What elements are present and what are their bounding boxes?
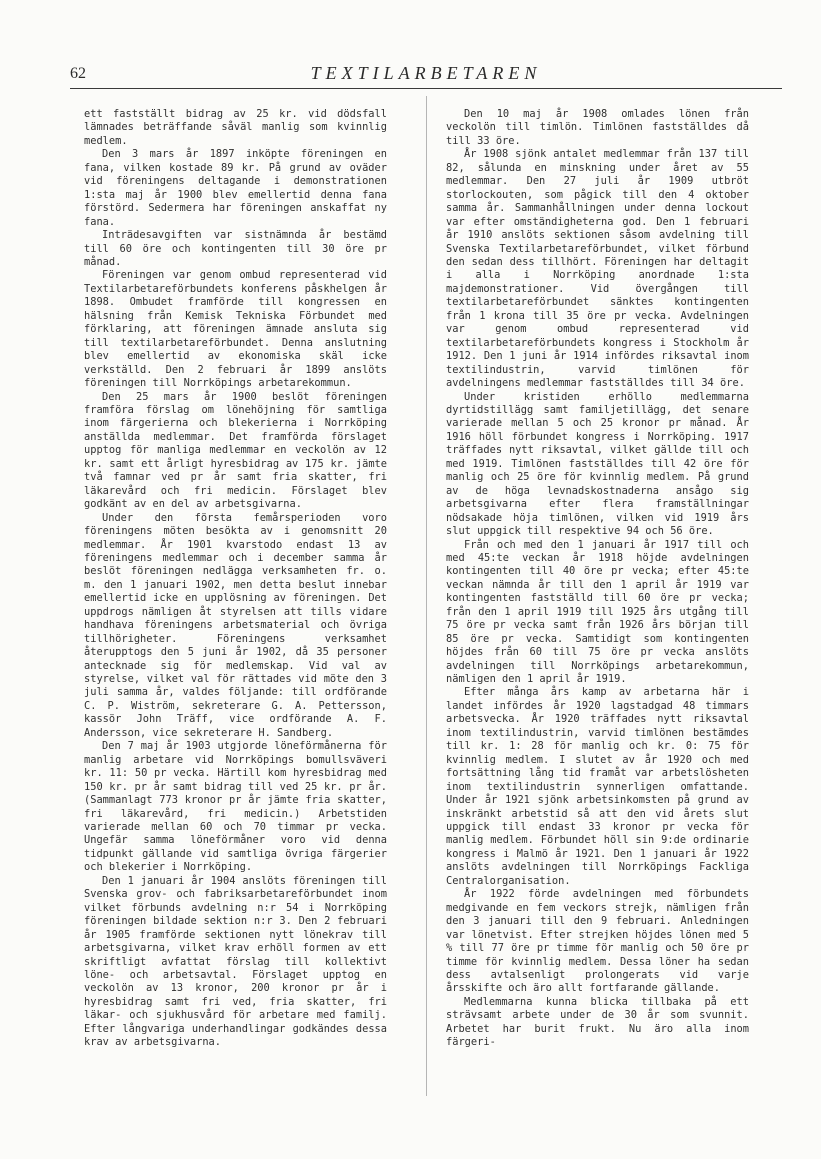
paragraph: Under kristiden erhöllo medlemmarna dyrtidstillägg samt familjetillägg, det senare varierade mellan 5 och 25 kronor pr månad. År 1916 höll förbundet kongress i Norrköping. 1917 träffades nytt riksavtal, vilket gällde till och med 1919. Timlönen fastställdes till 42 öre för manlig och 25 öre för kvinnlig medlem. På grund av de höga levnadskostnaderna ansågo sig arbetsgivarna efter flera framställningar nödsakade höja timlönen, vilken vid 1919 års slut uppgick till respektive 94 och 56 öre. [446,390,749,538]
paragraph: Medlemmarna kunna blicka tillbaka på ett strävsamt arbete under de 30 år som svunnit. Arbetet har burit frukt. Nu äro alla inom färgeri- [446,995,749,1049]
paragraph: År 1908 sjönk antalet medlemmar från 137 till 82, sålunda en minskning under året av 55 medlemmar. Den 27 juli år 1909 utbröt storlockouten, som pågick till den 4 oktober samma år. Sammanhållningen under denna lockout var efter omständigheterna god. Den 1 februari år 1910 anslöts sektionen såsom avdelning till Svenska Textilarbetareförbundet, vilket förbund den sedan dess tillhört. Föreningen har deltagit i alla i Norrköping anordnade 1:sta majdemonstrationer. Vid övergången till textilarbetareförbundet sänktes kontingenten från 1 krona till 35 öre pr vecka. Avdelningen var genom ombud representerad vid textilarbetareförbundets kongress i Stockholm år 1912. Den 1 juni år 1914 infördes riksavtal inom textilindustrin, varvid timlönen för avdelningens medlemmar fastställdes till 34 öre. [446,148,749,390]
column-divider [426,96,427,1096]
paragraph: Den 10 maj år 1908 omlades lönen från veckolön till timlön. Timlönen fastställdes då till 33 öre. [446,108,749,147]
paragraph: Under den första femårsperioden voro föreningens möten besökta av i genomsnitt 20 medlemmar. År 1901 kvarstodo endast 13 av föreningens medlemmar och i december samma år beslöt föreningen nedlägga verksamheten fr. o. m. den 1 januari 1902, men detta beslut innebar emellertid icke en upplösning av föreningen. Det uppdrogs nämligen åt styrelsen att tills vidare handhava föreningens arbetsmaterial och övriga tillhörigheter. Föreningens verksamhet återupptogs den 5 juni år 1902, då 35 personer antecknade sig för medlemskap. Vid val av styrelse, vilket val för rättades vid möte den 3 juli samma år, valdes följande: till ordförande C. P. Wiström, sekreterare G. A. Pettersson, kassör John Träff, vice ordförande A. F. Andersson, vice sekreterare H. Sandberg. [84,511,387,739]
page-number: 62 [70,65,86,82]
header-rule [70,88,782,89]
journal-title: TEXTILARBETAREN [310,63,542,83]
paragraph: Från och med den 1 januari år 1917 till och med 45:te veckan år 1918 höjde avdelningen kontingenten till 40 öre pr vecka; efter 45:te veckan nämnda år till den 1 april år 1919 var kontingenten fastställd till 60 öre pr vecka; från den 1 april 1919 till 1925 års utgång till 75 öre pr vecka samt från 1926 års början till 85 öre pr vecka. Samtidigt som kontingenten höjdes från 60 till 75 öre pr vecka anslöts avdelningen till Norrköpings arbetarekommun, nämligen den 1 april år 1919. [446,538,749,686]
paragraph: Inträdesavgiften var sistnämnda år bestämd till 60 öre och kontingenten till 30 öre pr månad. [84,229,387,268]
paragraph: Den 25 mars år 1900 beslöt föreningen framföra förslag om lönehöjning för samtliga inom färgerierna och blekerierna i Norrköping anställda medlemmar. Det framförda förslaget upptog för manliga medlemmar en veckolön av 12 kr. samt ett årligt hyresbidrag av 175 kr. jämte två famnar ved pr år samt fria skatter, fri läkarevård och fri medicin. Förslaget blev godkänt av en del av arbetsgivarna. [84,390,387,511]
paragraph: Den 7 maj år 1903 utgjorde löneförmånerna för manlig arbetare vid Norrköpings bomullsväveri kr. 11: 50 pr vecka. Härtill kom hyresbidrag med 150 kr. pr år samt bidrag till ved 25 kr. pr år. (Sammanlagt 773 kronor pr år jämte fria skatter, fri läkarevård, fri medicin.) Arbetstiden varierade mellan 60 och 70 timmar pr vecka. Ungefär samma löneförmåner voro vid denna tidpunkt gällande vid samtliga övriga färgerier och blekerier i Norrköping. [84,740,387,874]
paragraph: ett fastställt bidrag av 25 kr. vid dödsfall lämnades beträffande såväl manlig som kvinnlig medlem. [84,108,387,147]
paragraph: Efter många års kamp av arbetarna här i landet infördes år 1920 lagstadgad 48 timmars arbetsvecka. År 1920 träffades nytt riksavtal inom textilindustrin, varvid timlönen bestämdes till kr. 1: 28 för manlig och kr. 0: 75 för kvinnlig medlem. I slutet av år 1920 och med fortsättning lång tid framåt var arbetslösheten inom textilindustrin synnerligen omfattande. Under år 1921 sjönk arbetsinkomsten på grund av inskränkt arbetstid så att den vid årets slut uppgick till endast 33 kronor pr vecka för manlig medlem. Förbundet höll sin 9:de ordinarie kongress i Malmö år 1921. Den 1 januari år 1922 anslöts avdelningen till Norrköpings Fackliga Centralorganisation. [446,686,749,887]
paragraph: År 1922 förde avdelningen med förbundets medgivande en fem veckors strejk, nämligen från den 3 januari till den 9 februari. Anledningen var lönetvist. Efter strejken höjdes lönen med 5 % till 77 öre pr timme för manlig och 50 öre pr timme för kvinnlig medlem. Dessa löner ha sedan dess avtalsenligt prolongerats vid varje årsskifte och äro allt fortfarande gällande. [446,888,749,995]
right-column [446,108,749,1050]
paragraph: Den 1 januari år 1904 anslöts föreningen till Svenska grov- och fabriksarbetareförbundet inom vilket förbunds avdelning n:r 54 i Norrköping föreningen bildade sektion n:r 3. Den 2 februari år 1905 framförde sektionen nytt lönekrav till arbetsgivarna, vilket krav erhöll formen av ett skriftligt avfattat förslag till kollektivt löne- och arbetsavtal. Förslaget upptog en veckolön av 13 kronor, 200 kronor pr år i hyresbidrag samt fri ved, fria skatter, fri läkar- och sjukhusvård för arbetare med familj. Efter långvariga underhandlingar godkändes dessa krav av arbetsgivarna. [84,874,387,1049]
paragraph: Föreningen var genom ombud representerad vid Textilarbetareförbundets konferens påskhelgen år 1898. Ombudet framförde till kongressen en hälsning från Kemisk Tekniska Förbundet med förklaring, att föreningen ämnade ansluta sig till textilarbetareförbundet. Denna anslutning blev emellertid av ekonomiska skäl icke verkställd. Den 2 februari år 1899 anslöts föreningen till Norrköpings arbetarekommun. [84,269,387,390]
left-column [84,108,387,1050]
page-header [70,60,782,90]
paragraph: Den 3 mars år 1897 inköpte föreningen en fana, vilken kostade 89 kr. På grund av oväder vid föreningens deltagande i demonstrationen 1:sta maj år 1900 blev emellertid denna fana förstörd. Sedermera har föreningen anskaffat ny fana. [84,148,387,228]
